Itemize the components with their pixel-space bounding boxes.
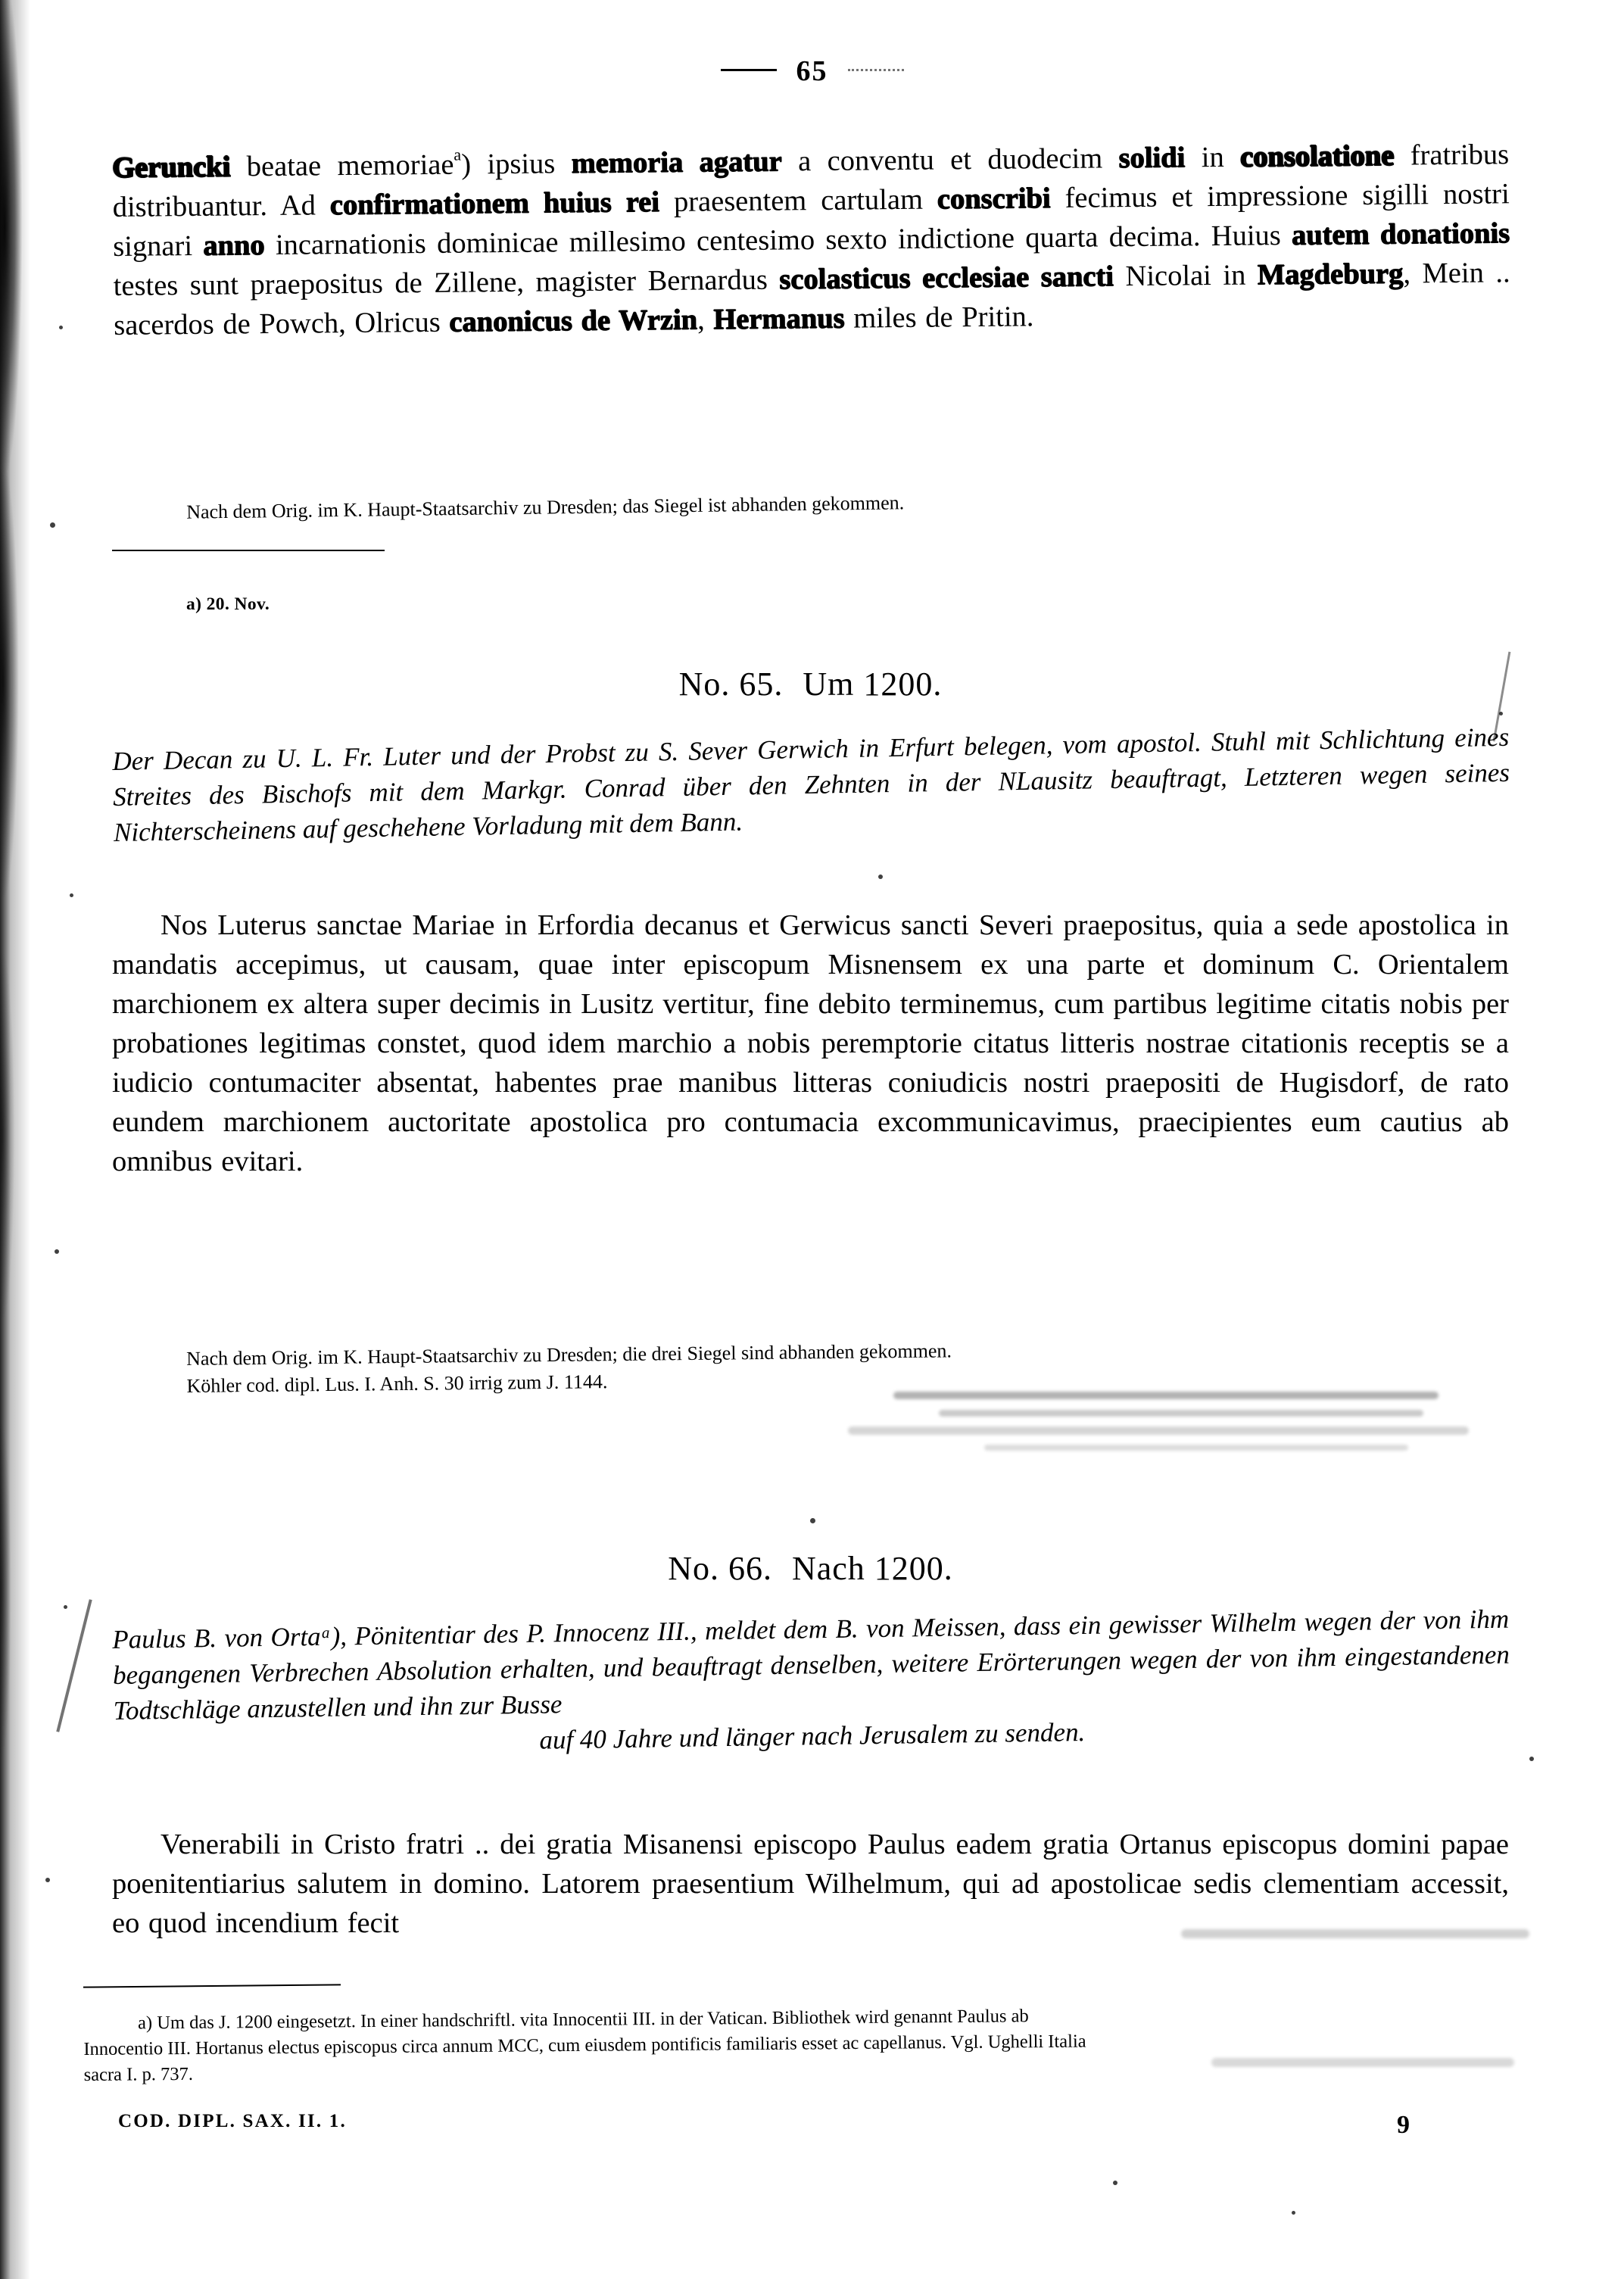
doc65-heading — [112, 665, 1509, 703]
doc66-body: Venerabili in Cristo fratri .. dei gratia Misanensi episcopo Paulus eadem gratia Ortanus episcopus domini papae poenitentiarius salutem in domino. Latorem praesentium Wilhelmum, qui ad apostolicae sedis clementiam accessit, eo quod incendium fecit — [112, 1828, 1509, 1939]
scan-speck — [1113, 2181, 1117, 2185]
scan-speck — [55, 1249, 59, 1254]
doc65-body: Nos Luterus sanctae Mariae in Erfordia decanus et Gerwicus sancti Severi praepositus, quia a sede apostolica in mandatis accepimus, ut causam, quae inter episcopum Misnensem ex una parte et dominum C. Orientalem marchionem ex altera super decimis in Lusitz vertitur, fine debito terminemus, cum partibus legitime citatis nobis per probationes legitimas constet, quod idem marchio a nobis peremptorie citatus litteris nostrae citationis receptis se a iudicio contumaciter absentat, habentes prae manibus litteras coniudicis nostri praepositi de Hugisdorf, de rato eundem marchionem auctoritate apostolica pro contumacia excommunicavimus, praecipientes eum cautius ab omnibus evitari. — [112, 909, 1509, 1177]
doc66-regest-main-text: Paulus B. von Ortaᵃ), Pönitentiar des P. Innocenz III., meldet dem B. von Meissen, dass ein gewisser Wilhelm wegen der von ihm begangenen Verbrechen Absolution erhalten, und beauftragt denselben, weitere Erörterungen wegen der von ihm eingestandenen Todtschläge anzustellen und ihn zur Busse — [112, 1604, 1510, 1726]
scan-smudge — [893, 1392, 1439, 1399]
doc66-regest-main — [112, 1601, 1511, 1764]
doc66-heading-wrap — [112, 1549, 1509, 1588]
footer-sheet-number: 9 — [1397, 2111, 1410, 2139]
doc65-source-note-line1: Nach dem Orig. im K. Haupt-Staatsarchiv zu Dresden; die drei Siegel sind abhanden gekommen. — [186, 1339, 952, 1370]
scan-speck — [64, 1605, 67, 1609]
header-rule-left — [721, 69, 777, 71]
bottom-footnote-line3: sacra I. p. 737. — [83, 2063, 193, 2085]
page-footer — [83, 2111, 1522, 2139]
doc66-heading-date: Nach 1200. — [791, 1550, 953, 1587]
doc66-regest-last-line: auf 40 Jahre und länger nach Jerusalem zu senden. — [539, 1716, 1086, 1755]
document-64-continuation — [112, 135, 1510, 345]
scan-speck — [878, 874, 883, 879]
bottom-footnote-line2: Innocentio III. Hortanus electus episcopus circa annum MCC, cum eiusdem pontificis familiaris esset ac capellanus. Vgl. Ughelli Italia — [83, 2031, 1086, 2059]
page-number: 65 — [796, 55, 828, 87]
doc66-heading — [112, 1549, 1509, 1588]
scan-speck — [45, 1878, 50, 1882]
overinked-opening-words: Geruncki — [112, 151, 231, 184]
scan-speck — [50, 522, 55, 528]
doc65-heading-number: No. 65. — [678, 666, 784, 703]
footnote-marker-a: a — [454, 145, 462, 164]
doc65-heading-wrap — [112, 665, 1509, 703]
doc65-source-note-line2: Köhler cod. dipl. Lus. I. Anh. S. 30 irrig zum J. 1144. — [186, 1370, 608, 1397]
doc65-regest: Der Decan zu U. L. Fr. Luter und der Probst zu S. Sever Gerwich in Erfurt belegen, vom apostol. Stuhl mit Schlichtung eines Streites des Bischofs mit dem Markgr. Conrad über den Zehnten in der NLausitz beauftragt, Letzteren wegen seines Nichterscheinens auf geschehene Vorladung mit dem Bann. — [112, 722, 1510, 847]
bottom-footnote-block — [83, 2000, 1523, 2088]
stray-pen-stroke — [56, 1599, 92, 1732]
scan-smudge — [939, 1410, 1423, 1417]
doc64-body-rest: beatae memoriae$^a$) ipsius memoria agatur a conventu et duodecim solidi in consolatione fratribus distribuantur. Ad confirmationem huius rei praesentem cartulam conscribi fecimus et impressione sigilli nostri signari anno incarnationis dominicae millesimo centesimo sexto indictione quarta decima. Huius autem donationis testes sunt praepositus de Zillene, magister Bernardus scolasticus ecclesiae sancti Nicolai in Magdeburg, Mein .. sacerdos de Powch, Olricus canonicus de Wrzin, Hermanus miles de Pritin. — [112, 139, 1510, 341]
scan-speck — [70, 893, 73, 897]
page-header — [0, 55, 1624, 88]
scan-speck — [1292, 2211, 1295, 2215]
doc65-regest-wrap — [112, 719, 1510, 850]
doc65-source-note-wrap — [112, 1332, 1510, 1401]
scan-smudge — [848, 1426, 1469, 1435]
doc64-source-note-wrap — [112, 491, 1509, 527]
scan-speck — [1529, 1757, 1534, 1761]
scan-speck — [810, 1518, 815, 1523]
doc64-source-note: Nach dem Orig. im K. Haupt-Staatsarchiv zu Dresden; das Siegel ist abhanden gekommen. — [186, 491, 905, 523]
doc64-body-text — [112, 135, 1510, 345]
doc64-footnote: a) 20. Nov. — [186, 594, 270, 614]
doc65-heading-date: Um 1200. — [803, 666, 943, 703]
doc66-body-wrap — [112, 1825, 1509, 1943]
footer-signature: COD. DIPL. SAX. II. 1. — [118, 2111, 347, 2131]
bottom-footnote-line1: a) Um das J. 1200 eingesetzt. In einer handschriftl. vita Innocentii III. in der Vatican. Bibliothek wird genannt Paulus ab — [138, 2006, 1029, 2034]
scan-edge-artifact — [0, 0, 39, 2279]
bottom-footnote-divider-rule — [83, 1984, 341, 1988]
scan-smudge — [984, 1445, 1408, 1451]
header-rule-right — [848, 69, 904, 71]
doc66-heading-number: No. 66. — [668, 1550, 772, 1587]
doc64-footnote-wrap — [112, 592, 1509, 617]
footnote-divider-rule — [112, 550, 385, 551]
scan-speck — [59, 326, 63, 329]
doc65-body-wrap — [112, 906, 1509, 1181]
doc66-regest-wrap — [112, 1601, 1511, 1764]
